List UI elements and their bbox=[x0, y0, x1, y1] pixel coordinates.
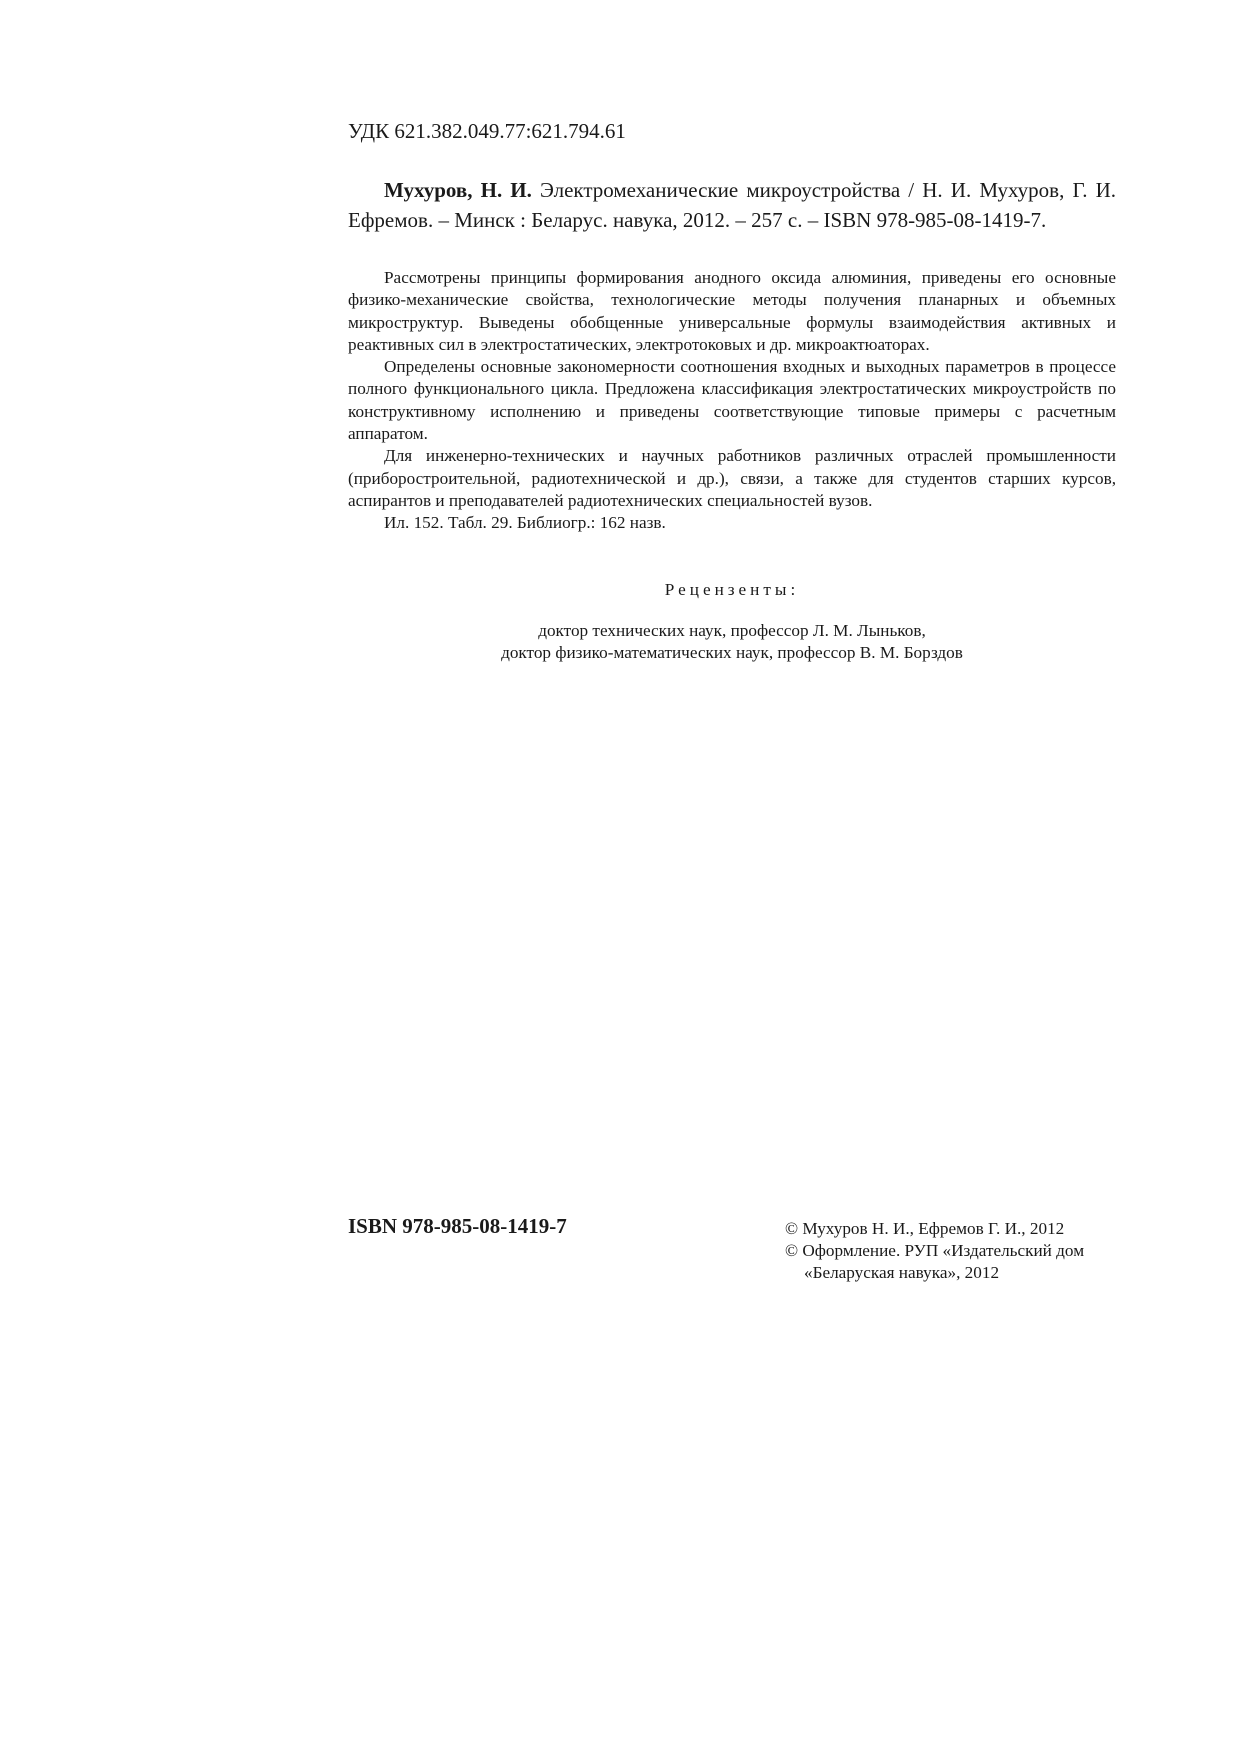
annotation bbox=[348, 267, 1116, 535]
copyright-block bbox=[785, 1218, 1084, 1284]
reviewers-heading: Рецензенты: bbox=[664, 580, 800, 599]
annotation-paragraph: Рассмотрены принципы формирования анодного оксида алюминия, приведены его основные физико-механические свойства, технологические методы получения планарных и объемных микроструктур. Выведены обобщенные универсальные формулы взаимодействия активных и реактивных сил в электростатических, электротоковых и др. микроактюаторах. bbox=[348, 268, 1116, 354]
copyright-line: © Оформление. РУП «Издательский дом bbox=[785, 1241, 1085, 1260]
isbn: ISBN 978-985-08-1419-7 bbox=[348, 1214, 567, 1238]
annotation-paragraph: Для инженерно-технических и научных работников различных отраслей промышленности (приборостроительной, радиотехнической и др.), связи, а также для студентов старших курсов, аспирантов и преподавателей радиотехнических специальностей вузов. bbox=[348, 446, 1116, 510]
copyright-line: © Мухуров Н. И., Ефремов Г. И., 2012 bbox=[785, 1219, 1065, 1238]
udk-classification: УДК 621.382.049.77:621.794.61 bbox=[348, 119, 626, 143]
citation-text: Электромеханические микроустройства / Н. И. Мухуров, Г. И. Ефремов. – Минск : Беларус. навука, 2012. – 257 с. – ISBN 978-985-08-1419-7. bbox=[348, 178, 1117, 232]
citation-author: Мухуров, Н. И. bbox=[384, 178, 532, 202]
annotation-paragraph: Определены основные закономерности соотношения входных и выходных параметров в процессе полного функционального цикла. Предложена классификация электростатических микроустройств по конструктивному исполнению и приведены соответствующие типовые примеры с расчетным аппаратом. bbox=[348, 357, 1116, 444]
reviewer-entry: доктор технических наук, профессор Л. М. Лыньков, bbox=[538, 621, 926, 640]
reviewer-entry: доктор физико-математических наук, профессор В. М. Борздов bbox=[501, 643, 963, 662]
bibliographic-citation bbox=[348, 175, 1116, 235]
annotation-stats: Ил. 152. Табл. 29. Библиогр.: 162 назв. bbox=[384, 513, 666, 533]
reviewers-block bbox=[348, 579, 1116, 664]
copyright-line: «Беларуская навука», 2012 bbox=[804, 1263, 1000, 1282]
